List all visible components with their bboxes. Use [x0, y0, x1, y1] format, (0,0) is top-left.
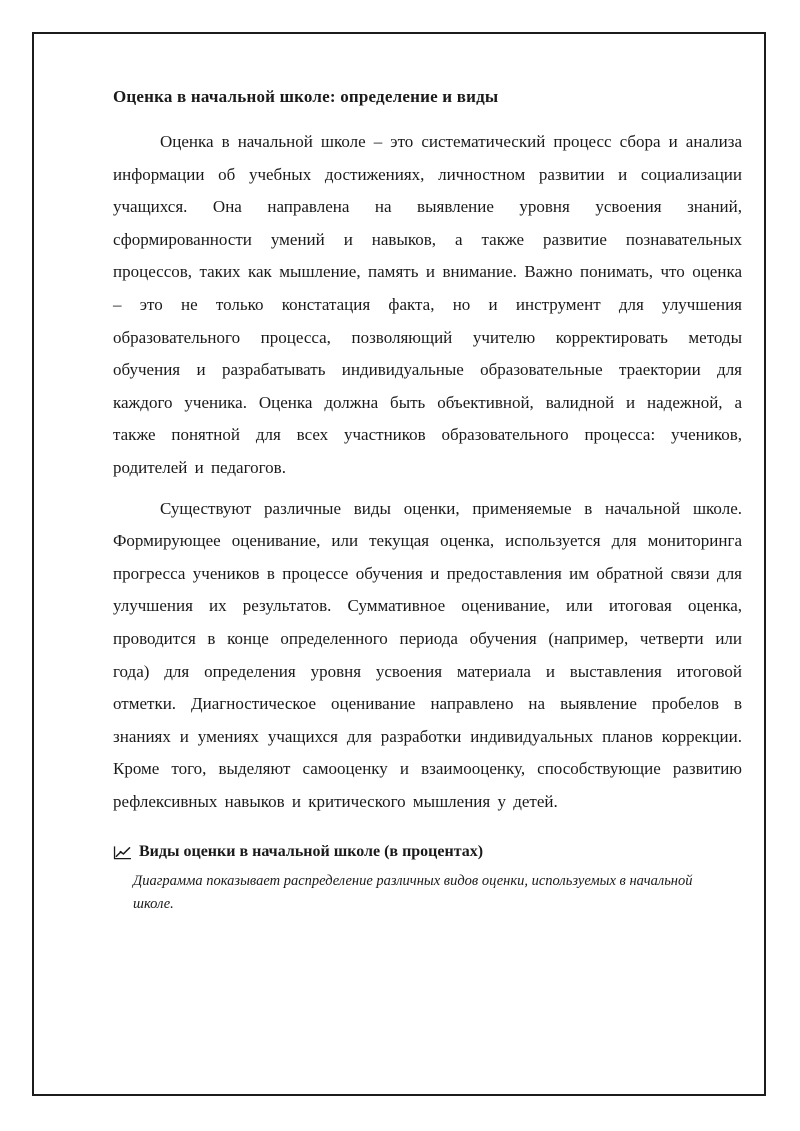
chart-section-heading [113, 842, 742, 862]
chart-section [113, 842, 742, 916]
document-page [32, 32, 766, 1096]
chart-caption: Диаграмма показывает распределение различных видов оценки, используемых в начальной школе. [133, 873, 693, 913]
paragraph-definition: Оценка в начальной школе – это систематический процесс сбора и анализа информации об учебных достижениях, личностном развитии и социализации учащихся. Она направлена на выявление уровня усвоения знаний, сформированности умений и навыков, а также развитие познавательных процессов, таких как мышление, память и внимание. Важно понимать, что оценка – это не только констатация факта, но и инструмент для улучшения образовательного процесса, позволяющий учителю корректировать методы обучения и разрабатывать индивидуальные образовательные траектории для каждого ученика. Оценка должна быть объективной, валидной и надежной, а также понятной для всех участников образовательного процесса: учеников, родителей и педагогов. [113, 132, 742, 477]
document-content [113, 86, 742, 916]
page-title: Оценка в начальной школе: определение и виды [113, 87, 499, 106]
chart-heading-label: Виды оценки в начальной школе (в процентах) [139, 843, 484, 861]
paragraph-types: Существуют различные виды оценки, применяемые в начальной школе. Формирующее оценивание, или текущая оценка, используется для мониторинга прогресса учеников в процессе обучения и предоставления им обратной связи для улучшения их результатов. Суммативное оценивание, или итоговая оценка, проводится в конце определенного периода обучения (например, четверти или года) для определения уровня усвоения материала и выставления итоговой отметки. Диагностическое оценивание направлено на выявление пробелов в знаниях и умениях учащихся для разработки индивидуальных планов коррекции. Кроме того, выделяют самооценку и взаимооценку, способствующие развитию рефлексивных навыков и критического мышления у детей. [113, 498, 742, 811]
line-chart-icon [113, 845, 132, 860]
